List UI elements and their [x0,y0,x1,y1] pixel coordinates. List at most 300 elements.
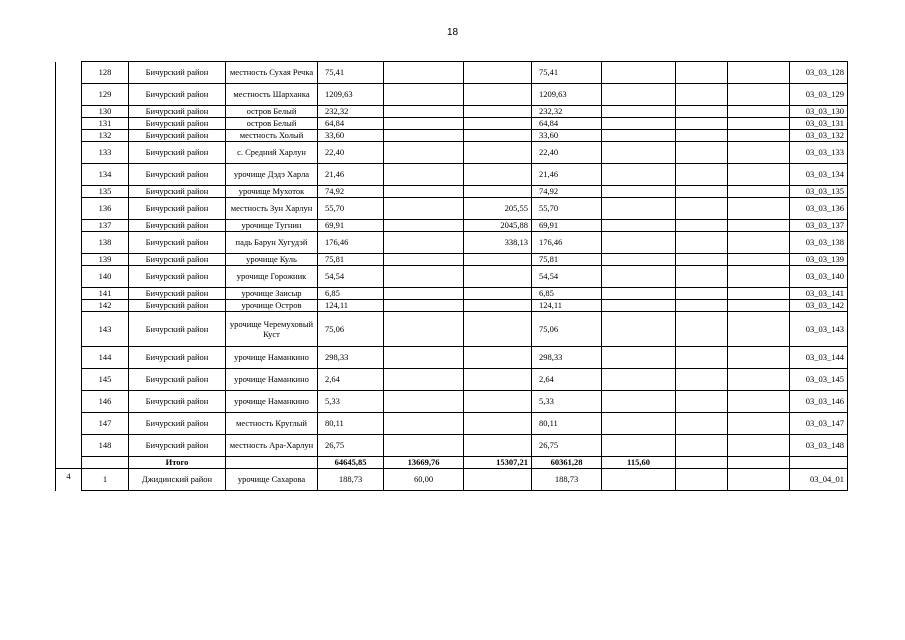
locality-cell: урочище Остров [226,300,318,312]
value-cell-3 [464,369,532,391]
locality-cell: местность Зун Харлун [226,198,318,220]
row-number: 147 [82,413,129,435]
section-cell [56,413,82,435]
district-cell: Бичурский район [129,312,226,347]
table-row [56,300,848,312]
value-cell-7 [728,300,790,312]
row-number: 140 [82,266,129,288]
table-row [56,347,848,369]
value-cell-5 [602,198,676,220]
row-number: 132 [82,130,129,142]
value-cell-3 [464,435,532,457]
value-cell-4: 124,11 [532,300,602,312]
district-cell: Бичурский район [129,266,226,288]
locality-cell: урочище Наманкино [226,369,318,391]
value-cell-1: 75,41 [318,62,384,84]
value-cell-4: 232,32 [532,106,602,118]
value-cell-4: 188,73 [532,469,602,491]
value-cell-2: 60,00 [384,469,464,491]
total-row [56,457,848,469]
value-cell-2 [384,118,464,130]
code-cell: 03_03_142 [790,300,848,312]
section-cell [56,232,82,254]
value-cell-3 [464,130,532,142]
locality-cell: остров Белый [226,106,318,118]
total-value-3: 15307,21 [464,457,532,469]
section-cell [56,142,82,164]
district-cell: Бичурский район [129,198,226,220]
value-cell-4: 69,91 [532,220,602,232]
district-cell: Бичурский район [129,118,226,130]
value-cell-6 [676,84,728,106]
value-cell-1: 176,46 [318,232,384,254]
locality-cell: местность Ара-Харлун [226,435,318,457]
value-cell-2 [384,413,464,435]
value-cell-1: 74,92 [318,186,384,198]
district-cell: Бичурский район [129,347,226,369]
value-cell-3 [464,84,532,106]
value-cell-5 [602,118,676,130]
value-cell-2 [384,186,464,198]
row-number: 133 [82,142,129,164]
code-cell: 03_03_130 [790,106,848,118]
locality-cell: местность Шарханка [226,84,318,106]
section-cell [56,391,82,413]
table-row [56,198,848,220]
district-cell: Бичурский район [129,300,226,312]
locality-cell: урочище Наманкино [226,391,318,413]
value-cell-5 [602,369,676,391]
value-cell-2 [384,220,464,232]
section-cell [56,300,82,312]
value-cell-6 [676,391,728,413]
value-cell-3 [464,62,532,84]
table-row [56,118,848,130]
value-cell-6 [676,312,728,347]
value-cell-2 [384,288,464,300]
section-cell [56,266,82,288]
value-cell-7 [728,164,790,186]
value-cell-4: 5,33 [532,391,602,413]
page-number: 18 [446,27,459,38]
row-number: 136 [82,198,129,220]
total-value-1: 64645,85 [318,457,384,469]
value-cell-2 [384,312,464,347]
total-empty-cell [728,457,790,469]
value-cell-3 [464,142,532,164]
section-cell [56,220,82,232]
locality-cell: урочище Горожник [226,266,318,288]
locality-cell: урочище Черемуховый Куст [226,312,318,347]
value-cell-4: 6,85 [532,288,602,300]
code-cell: 03_03_143 [790,312,848,347]
value-cell-6 [676,300,728,312]
value-cell-7 [728,232,790,254]
value-cell-7 [728,118,790,130]
section-cell [56,312,82,347]
value-cell-6 [676,186,728,198]
section-cell [56,118,82,130]
value-cell-7 [728,312,790,347]
table-row [56,288,848,300]
value-cell-3 [464,266,532,288]
value-cell-5 [602,220,676,232]
value-cell-1: 26,75 [318,435,384,457]
code-cell: 03_03_141 [790,288,848,300]
value-cell-1: 22,40 [318,142,384,164]
section-cell [56,198,82,220]
value-cell-2 [384,347,464,369]
section-cell [56,106,82,118]
locality-cell: местность Сухая Речка [226,62,318,84]
code-cell: 03_03_135 [790,186,848,198]
table-row [56,369,848,391]
value-cell-6 [676,130,728,142]
row-number: 137 [82,220,129,232]
total-value-5: 115,60 [602,457,676,469]
total-value-4: 60361,28 [532,457,602,469]
code-cell: 03_03_139 [790,254,848,266]
value-cell-5 [602,232,676,254]
row-number: 131 [82,118,129,130]
value-cell-1: 64,84 [318,118,384,130]
table-row [56,391,848,413]
value-cell-5 [602,347,676,369]
value-cell-7 [728,266,790,288]
value-cell-4: 2,64 [532,369,602,391]
value-cell-5 [602,288,676,300]
locality-cell: урочище Тугнин [226,220,318,232]
value-cell-2 [384,266,464,288]
district-cell: Бичурский район [129,220,226,232]
locality-cell: остров Белый [226,118,318,130]
locality-cell: местность Холый [226,130,318,142]
value-cell-1: 33,60 [318,130,384,142]
value-cell-7 [728,186,790,198]
row-number: 146 [82,391,129,413]
value-cell-7 [728,435,790,457]
code-cell: 03_03_137 [790,220,848,232]
value-cell-4: 176,46 [532,232,602,254]
code-cell: 03_03_138 [790,232,848,254]
section-cell [56,164,82,186]
total-empty-cell [82,457,129,469]
value-cell-6 [676,347,728,369]
value-cell-1: 75,81 [318,254,384,266]
value-cell-7 [728,84,790,106]
value-cell-4: 22,40 [532,142,602,164]
value-cell-1: 69,91 [318,220,384,232]
value-cell-3 [464,347,532,369]
value-cell-7 [728,254,790,266]
value-cell-3 [464,254,532,266]
value-cell-7 [728,106,790,118]
code-cell: 03_03_129 [790,84,848,106]
table-row [56,413,848,435]
value-cell-7 [728,142,790,164]
table-row [56,106,848,118]
value-cell-2 [384,106,464,118]
row-number: 129 [82,84,129,106]
value-cell-4: 64,84 [532,118,602,130]
value-cell-5 [602,164,676,186]
value-cell-5 [602,435,676,457]
district-cell: Джидинский район [129,469,226,491]
value-cell-1: 188,73 [318,469,384,491]
code-cell: 03_03_145 [790,369,848,391]
section-row [56,469,848,491]
locality-cell: с. Средний Харлун [226,142,318,164]
value-cell-1: 5,33 [318,391,384,413]
row-number: 138 [82,232,129,254]
value-cell-6 [676,118,728,130]
value-cell-6 [676,106,728,118]
value-cell-1: 298,33 [318,347,384,369]
value-cell-7 [728,413,790,435]
total-empty-cell [790,457,848,469]
code-cell: 03_03_148 [790,435,848,457]
value-cell-2 [384,232,464,254]
value-cell-1: 6,85 [318,288,384,300]
value-cell-5 [602,84,676,106]
value-cell-4: 33,60 [532,130,602,142]
value-cell-6 [676,266,728,288]
value-cell-2 [384,369,464,391]
row-number: 1 [82,469,129,491]
locality-cell: урочище Куль [226,254,318,266]
locality-cell: местность Круглый [226,413,318,435]
value-cell-1: 232,32 [318,106,384,118]
code-cell: 03_03_136 [790,198,848,220]
value-cell-2 [384,164,464,186]
value-cell-3: 338,13 [464,232,532,254]
code-cell: 03_03_131 [790,118,848,130]
table-row [56,62,848,84]
value-cell-2 [384,300,464,312]
value-cell-4: 1209,63 [532,84,602,106]
value-cell-6 [676,142,728,164]
value-cell-4: 298,33 [532,347,602,369]
row-number: 139 [82,254,129,266]
section-cell [56,186,82,198]
value-cell-7 [728,62,790,84]
value-cell-1: 80,11 [318,413,384,435]
table-row [56,164,848,186]
district-cell: Бичурский район [129,106,226,118]
value-cell-1: 2,64 [318,369,384,391]
value-cell-5 [602,300,676,312]
value-cell-6 [676,469,728,491]
code-cell: 03_03_147 [790,413,848,435]
district-cell: Бичурский район [129,369,226,391]
value-cell-2 [384,391,464,413]
value-cell-6 [676,198,728,220]
locality-cell: урочище Сахарова [226,469,318,491]
district-cell: Бичурский район [129,413,226,435]
value-cell-7 [728,198,790,220]
code-cell: 03_03_140 [790,266,848,288]
locality-cell: урочище Дэдэ Харла [226,164,318,186]
value-cell-2 [384,84,464,106]
value-cell-3: 205,55 [464,198,532,220]
row-number: 141 [82,288,129,300]
value-cell-6 [676,435,728,457]
row-number: 145 [82,369,129,391]
value-cell-2 [384,198,464,220]
table-row [56,130,848,142]
value-cell-2 [384,142,464,164]
value-cell-1: 75,06 [318,312,384,347]
value-cell-6 [676,369,728,391]
table-row [56,266,848,288]
value-cell-3 [464,118,532,130]
value-cell-3 [464,186,532,198]
table-row [56,186,848,198]
value-cell-2 [384,435,464,457]
district-cell: Бичурский район [129,186,226,198]
value-cell-7 [728,130,790,142]
code-cell: 03_03_146 [790,391,848,413]
value-cell-1: 21,46 [318,164,384,186]
value-cell-4: 21,46 [532,164,602,186]
value-cell-5 [602,312,676,347]
value-cell-5 [602,130,676,142]
row-number: 135 [82,186,129,198]
code-cell: 03_03_134 [790,164,848,186]
value-cell-1: 124,11 [318,300,384,312]
value-cell-6 [676,62,728,84]
row-number: 142 [82,300,129,312]
value-cell-3 [464,312,532,347]
value-cell-2 [384,254,464,266]
value-cell-6 [676,288,728,300]
value-cell-4: 75,06 [532,312,602,347]
value-cell-3 [464,106,532,118]
value-cell-7 [728,347,790,369]
value-cell-4: 54,54 [532,266,602,288]
district-cell: Бичурский район [129,391,226,413]
section-cell [56,254,82,266]
value-cell-5 [602,469,676,491]
code-cell: 03_03_133 [790,142,848,164]
value-cell-3 [464,413,532,435]
value-cell-2 [384,130,464,142]
code-cell: 03_03_144 [790,347,848,369]
value-cell-5 [602,142,676,164]
value-cell-6 [676,254,728,266]
section-cell [56,62,82,84]
table-row [56,232,848,254]
value-cell-7 [728,220,790,232]
value-cell-5 [602,62,676,84]
value-cell-3: 2045,88 [464,220,532,232]
district-cell: Бичурский район [129,142,226,164]
district-cell: Бичурский район [129,254,226,266]
value-cell-7 [728,369,790,391]
data-table [55,61,848,491]
table-row [56,142,848,164]
section-cell [56,130,82,142]
section-cell [56,457,82,469]
locality-cell: падь Барун Хугудэй [226,232,318,254]
section-cell [56,369,82,391]
value-cell-4: 26,75 [532,435,602,457]
district-cell: Бичурский район [129,130,226,142]
table-row [56,435,848,457]
locality-cell: урочище Наманкино [226,347,318,369]
table-row [56,220,848,232]
value-cell-6 [676,232,728,254]
section-cell [56,288,82,300]
district-cell: Бичурский район [129,62,226,84]
value-cell-6 [676,413,728,435]
value-cell-1: 55,70 [318,198,384,220]
value-cell-3 [464,300,532,312]
total-empty-cell [676,457,728,469]
value-cell-5 [602,186,676,198]
value-cell-2 [384,62,464,84]
value-cell-3 [464,288,532,300]
code-cell: 03_03_132 [790,130,848,142]
total-empty-cell [226,457,318,469]
section-cell [56,84,82,106]
total-label: Итого [129,457,226,469]
row-number: 134 [82,164,129,186]
value-cell-5 [602,391,676,413]
value-cell-1: 1209,63 [318,84,384,106]
district-cell: Бичурский район [129,84,226,106]
section-index: 4 [56,469,82,491]
value-cell-1: 54,54 [318,266,384,288]
value-cell-5 [602,266,676,288]
value-cell-5 [602,413,676,435]
locality-cell: урочище Заисыр [226,288,318,300]
district-cell: Бичурский район [129,232,226,254]
row-number: 144 [82,347,129,369]
code-cell: 03_03_128 [790,62,848,84]
value-cell-6 [676,164,728,186]
district-cell: Бичурский район [129,164,226,186]
district-cell: Бичурский район [129,288,226,300]
row-number: 148 [82,435,129,457]
row-number: 130 [82,106,129,118]
table-row [56,254,848,266]
row-number: 128 [82,62,129,84]
locality-cell: урочище Мухоток [226,186,318,198]
table-row [56,312,848,347]
table-row [56,84,848,106]
value-cell-4: 80,11 [532,413,602,435]
value-cell-5 [602,106,676,118]
value-cell-7 [728,288,790,300]
value-cell-4: 55,70 [532,198,602,220]
value-cell-4: 74,92 [532,186,602,198]
value-cell-3 [464,469,532,491]
value-cell-7 [728,391,790,413]
value-cell-4: 75,41 [532,62,602,84]
value-cell-4: 75,81 [532,254,602,266]
value-cell-3 [464,164,532,186]
value-cell-6 [676,220,728,232]
row-number: 143 [82,312,129,347]
value-cell-7 [728,469,790,491]
total-value-2: 13669,76 [384,457,464,469]
section-cell [56,347,82,369]
section-cell [56,435,82,457]
value-cell-5 [602,254,676,266]
value-cell-3 [464,391,532,413]
code-cell: 03_04_01 [790,469,848,491]
